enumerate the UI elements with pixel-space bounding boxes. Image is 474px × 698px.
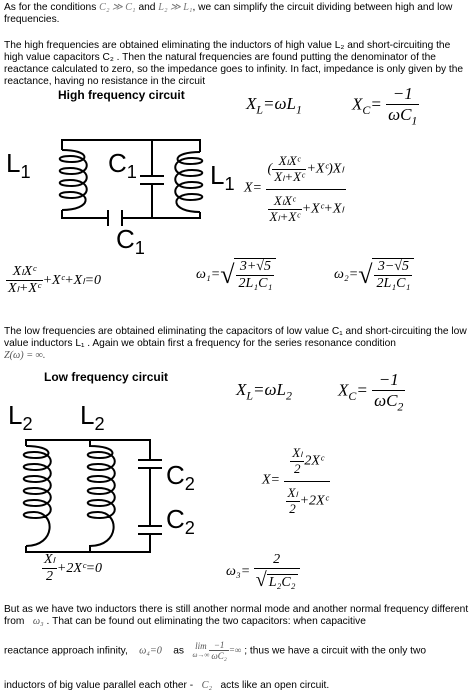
closing-paragraph-2: reactance approach infinity, ω₄=0 as lim ω→∞ $\frac{-1}{\text{ωC₂}}$ =∞ ; thus we have a circuit with the only two: [4, 640, 427, 662]
low-xl-equation: $X_L=\omega L_2$: [236, 380, 292, 403]
low-frequency-paragraph: The low frequencies are obtained eliminating the capacitors of low value C₁ and short-circuiting the low value inductors L₁ . Again we obtain first a frequency for the series resonance condition Z(ω) = ∞.: [4, 326, 467, 361]
closing-paragraph-1: But as we have two inductors there is still another normal mode and another normal frequency different from ω₃ . That can be found out eliminating the two capacitors: when capacitive: [4, 604, 469, 627]
intro-and: and: [138, 2, 156, 13]
high-zero-equation: $\frac{\text{XₗXᶜ}}{\text{Xₗ+Xᶜ}}$ +Xᶜ+Xₗ=0: [8, 264, 102, 297]
high-frequency-title: High frequency circuit: [58, 88, 185, 102]
closing-paragraph-3: inductors of big value parallel each other - C₂ acts like an open circuit.: [4, 680, 330, 691]
omega3-inline: ω₃: [32, 616, 44, 627]
high-xc-equation: $X_C=$ $\frac{-1}{\omega C_1}$: [352, 84, 418, 127]
c2-inline: C₂: [201, 680, 212, 691]
impedance-condition: Z(ω) = ∞.: [4, 350, 46, 361]
condition-l2-l1: L₂ ≫ L₁: [158, 2, 193, 13]
label-c2-b: $C_2$: [166, 504, 195, 539]
intro-text-end: , we can simplify the circuit dividing between high and low frequencies.: [4, 2, 453, 25]
label-c2-a: $C_2$: [166, 460, 195, 495]
omega3-equation: ω₃= $\frac{2}{\text{√ L₂C₂}}$: [226, 552, 300, 592]
label-l2-a: $L_2$: [8, 400, 33, 435]
condition-c2-c1: C₂ ≫ C₁: [99, 2, 136, 13]
intro-paragraph: [4, 2, 470, 26]
low-xc-equation: $X_C=$ $\frac{-1}{\omega C_2}$: [338, 370, 404, 413]
omega2-equation: ω₂=√ $\frac{3-√5}{\text{2L₁C₁}}$: [334, 258, 414, 292]
high-xl-equation: $X_L=\omega L_1$: [246, 94, 302, 117]
label-l1-right: $L_1$: [210, 160, 235, 195]
low-zero-equation: $\frac{\text{Xₗ}}{2}$ +2Xᶜ=0: [44, 552, 103, 585]
high-frequency-paragraph: The high frequencies are obtained eliminating the inductors of high value L₂ and short-circuiting the high value capacitors C₂ . Then the natural frequencies are found putting the denominator of the reactance calculated to zero, so the impedance goes to infinity. In fact, impedance is only given by the reactance, having no resistance in the circuit: [4, 40, 464, 87]
label-c1-middle: $C_1$: [108, 148, 137, 183]
label-l2-b: $L_2$: [80, 400, 105, 435]
limit-expression: lim ω→∞ $\frac{-1}{\text{ωC₂}}$ =∞: [192, 640, 242, 662]
low-x-equation: X= $\frac{\text{Xₗ}}{2}$ 2Xᶜ $\frac{\text{Xₗ}}{2}$ +2Xᶜ: [262, 445, 329, 516]
omega4-inline: ω₄=0: [139, 645, 162, 657]
intro-text: As for the conditions: [4, 2, 97, 13]
low-frequency-title: Low frequency circuit: [44, 370, 169, 384]
label-c1-bottom: $C_1$: [116, 224, 145, 259]
omega1-equation: ω₁=√ $\frac{3+√5}{\text{2L₁C₁}}$: [196, 258, 276, 292]
high-x-equation: X= ( $\frac{\text{XₗXᶜ}}{\text{Xₗ+Xᶜ}}$ +Xᶜ)Xₗ $\frac{\text{XₗXᶜ}}{\text{Xₗ+Xᶜ}}$ +Xᶜ+Xₗ: [244, 153, 344, 224]
label-l1-left: $L_1$: [6, 148, 31, 183]
